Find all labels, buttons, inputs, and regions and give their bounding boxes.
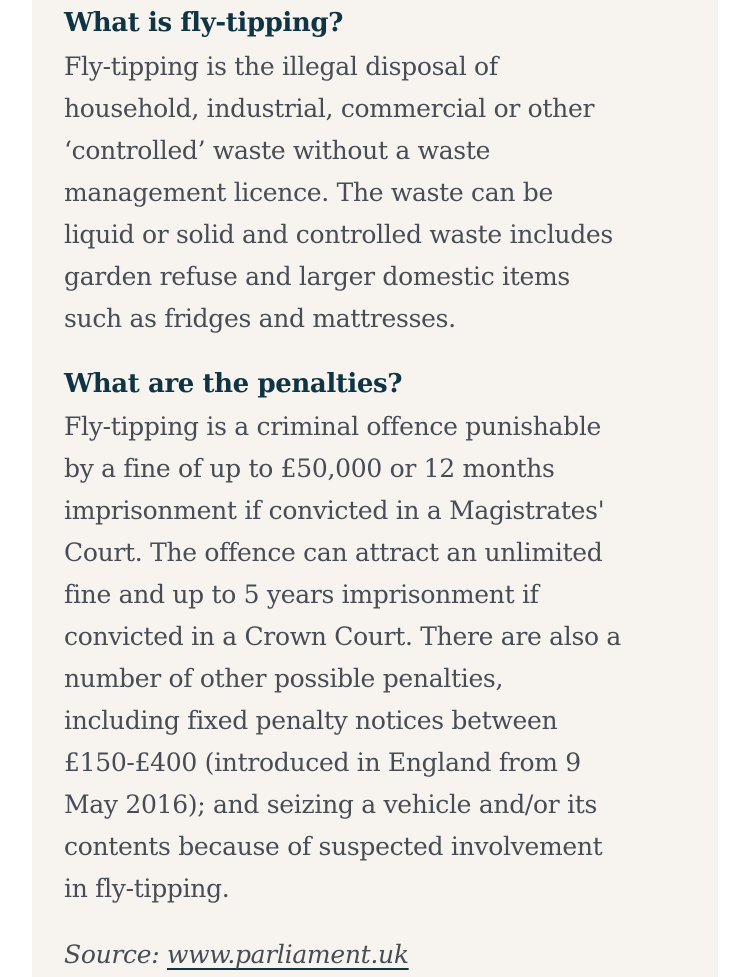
- source-label: Source:: [64, 940, 167, 969]
- section-body-fly-tipping: [64, 46, 613, 340]
- source-link[interactable]: www.parliament.uk: [167, 940, 409, 969]
- text-line: Fly-tipping is a criminal offence punishable: [64, 412, 602, 441]
- source-credit: [64, 934, 409, 976]
- text-line: household, industrial, commercial or other: [64, 94, 595, 123]
- section-heading-penalties: What are the penalties?: [64, 369, 403, 399]
- text-line: by a fine of up to £50,000 or 12 months: [64, 454, 555, 483]
- text-line: contents because of suspected involvement: [64, 832, 603, 861]
- section-body-penalties: [64, 406, 621, 910]
- section-heading-fly-tipping: What is fly-tipping?: [64, 8, 343, 38]
- text-line: in fly-tipping.: [64, 874, 230, 903]
- text-line: convicted in a Crown Court. There are also a: [64, 622, 622, 651]
- text-line: ‘controlled’ waste without a waste: [64, 136, 491, 165]
- text-line: garden refuse and larger domestic items: [64, 262, 570, 291]
- text-line: £150-£400 (introduced in England from 9: [64, 748, 581, 777]
- text-line: imprisonment if convicted in a Magistrates': [64, 496, 605, 525]
- text-line: such as fridges and mattresses.: [64, 304, 456, 333]
- text-line: Court. The offence can attract an unlimited: [64, 538, 603, 567]
- text-line: number of other possible penalties,: [64, 664, 504, 693]
- text-line: Fly-tipping is the illegal disposal of: [64, 52, 498, 81]
- text-line: liquid or solid and controlled waste includes: [64, 220, 613, 249]
- text-line: including fixed penalty notices between: [64, 706, 558, 735]
- text-line: May 2016); and seizing a vehicle and/or its: [64, 790, 598, 819]
- text-line: fine and up to 5 years imprisonment if: [64, 580, 539, 609]
- text-line: management licence. The waste can be: [64, 178, 553, 207]
